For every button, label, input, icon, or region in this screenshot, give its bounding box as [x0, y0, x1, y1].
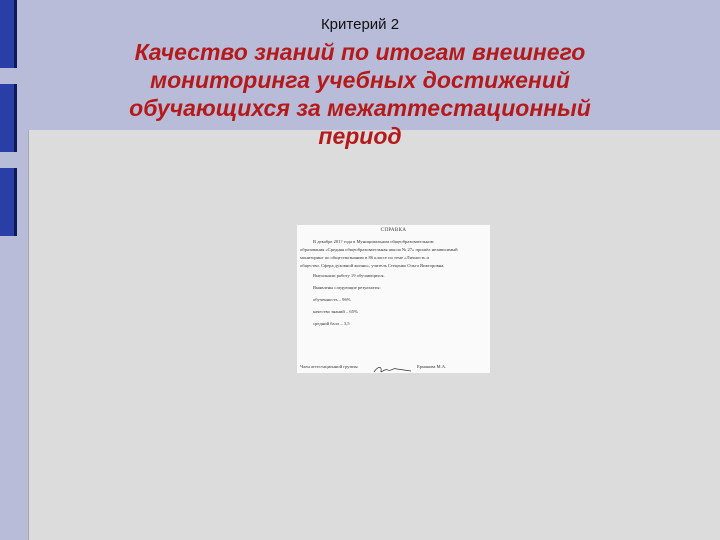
document-line: Выполняли работу 19 обучающихся. [313, 273, 385, 278]
document-heading: СПРАВКА [380, 228, 407, 233]
document-footer-left: Член аттестационной группы [300, 364, 358, 369]
document-footer-right: Ермакова М.А. [417, 364, 447, 369]
left-decor-bar [0, 168, 14, 236]
title-line: период [318, 123, 402, 149]
document-line: Выявлены следующие результаты: [313, 285, 381, 290]
document-line: мониторинг по обществознанию в 8б классе по теме «Личность и [300, 255, 429, 260]
left-decor-bar [0, 84, 14, 152]
criterion-label: Критерий 2 [320, 16, 400, 33]
document-line: общество. Сфера духовной жизни», учитель Стеценко Ольга Викторовна. [300, 263, 445, 268]
document-line: обученность – 96% [313, 297, 351, 302]
slide-title [80, 38, 640, 150]
document-line: В декабре 201? года в Муниципальном общеобразовательном [313, 239, 434, 244]
document-line: средний балл – 3,5 [313, 321, 350, 326]
title-line: мониторинга учебных достижений [150, 67, 570, 93]
scanned-certificate [297, 225, 490, 373]
title-line: Качество знаний по итогам внешнего [134, 39, 586, 65]
signature-icon [373, 365, 413, 375]
title-line: обучающихся за межаттестационный [129, 95, 591, 121]
document-line: образования «Средняя общеобразовательная школа № 27» прошёл независимый [300, 247, 458, 252]
left-decor-bar [0, 0, 14, 68]
document-line: качество знаний – 65% [313, 309, 358, 314]
